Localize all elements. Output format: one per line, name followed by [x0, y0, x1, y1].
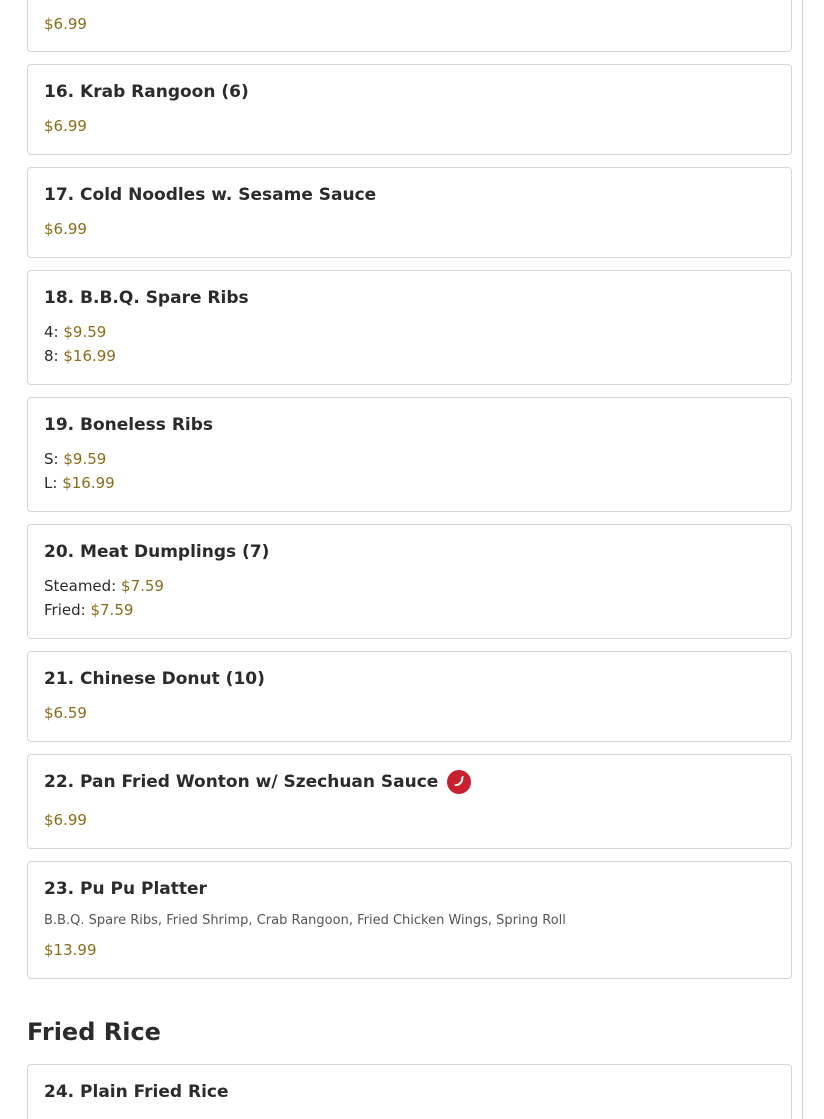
- item-price: $6.99: [44, 811, 87, 829]
- item-price: $7.59: [90, 601, 134, 619]
- price-line: [44, 701, 87, 725]
- price-line: [44, 574, 164, 598]
- item-price: $6.99: [44, 220, 87, 238]
- menu-item-card[interactable]: [27, 397, 792, 512]
- item-price: $6.59: [44, 704, 87, 722]
- item-price: $9.59: [63, 450, 107, 468]
- scrollbar-track[interactable]: [802, 0, 803, 1119]
- menu-item-card[interactable]: [27, 524, 792, 639]
- price-label: L:: [44, 474, 58, 492]
- price-label: Steamed:: [44, 577, 117, 595]
- menu-item-card[interactable]: [27, 270, 792, 385]
- item-price: $7.59: [121, 577, 164, 595]
- menu-item-card[interactable]: [27, 651, 792, 742]
- menu-item-card[interactable]: [27, 754, 792, 849]
- menu-item-card[interactable]: [27, 861, 792, 979]
- price-line: [44, 938, 97, 962]
- price-line: [44, 344, 116, 368]
- section-heading-fried-rice: Fried Rice: [27, 1018, 161, 1046]
- item-price: $6.99: [44, 117, 87, 135]
- price-line: [44, 471, 115, 495]
- price-line: [44, 598, 133, 622]
- chili-pepper-icon: [447, 770, 471, 794]
- item-title: 22. Pan Fried Wonton w/ Szechuan Sauce: [44, 772, 439, 792]
- item-price: $9.59: [63, 323, 107, 341]
- price-label: 8:: [44, 347, 59, 365]
- item-price: $13.99: [44, 941, 97, 959]
- item-title: 16. Krab Rangoon (6): [44, 82, 249, 102]
- menu-item-card[interactable]: [27, 1064, 792, 1119]
- price-line: [44, 447, 106, 471]
- price-label: 4:: [44, 323, 59, 341]
- menu-item-card[interactable]: [27, 167, 792, 258]
- item-price: $6.99: [44, 15, 87, 33]
- price-label: S:: [44, 450, 59, 468]
- item-title-row: [44, 770, 471, 794]
- item-title: 23. Pu Pu Platter: [44, 879, 207, 899]
- item-description: B.B.Q. Spare Ribs, Fried Shrimp, Crab Rangoon, Fried Chicken Wings, Spring Roll: [44, 913, 566, 928]
- menu-item-card[interactable]: [27, 64, 792, 155]
- price-line: [44, 217, 87, 241]
- item-title: 18. B.B.Q. Spare Ribs: [44, 288, 249, 308]
- price-label: Fried:: [44, 601, 86, 619]
- menu-item-card[interactable]: [27, 0, 792, 52]
- price-line: [44, 12, 87, 36]
- item-title: 21. Chinese Donut (10): [44, 669, 265, 689]
- item-title: 17. Cold Noodles w. Sesame Sauce: [44, 185, 377, 205]
- item-title: 19. Boneless Ribs: [44, 415, 214, 435]
- item-price: $16.99: [62, 474, 115, 492]
- price-line: [44, 320, 106, 344]
- item-price: $16.99: [63, 347, 116, 365]
- price-line: [44, 808, 87, 832]
- price-line: [44, 114, 87, 138]
- item-title: 24. Plain Fried Rice: [44, 1082, 229, 1102]
- item-title: 20. Meat Dumplings (7): [44, 542, 270, 562]
